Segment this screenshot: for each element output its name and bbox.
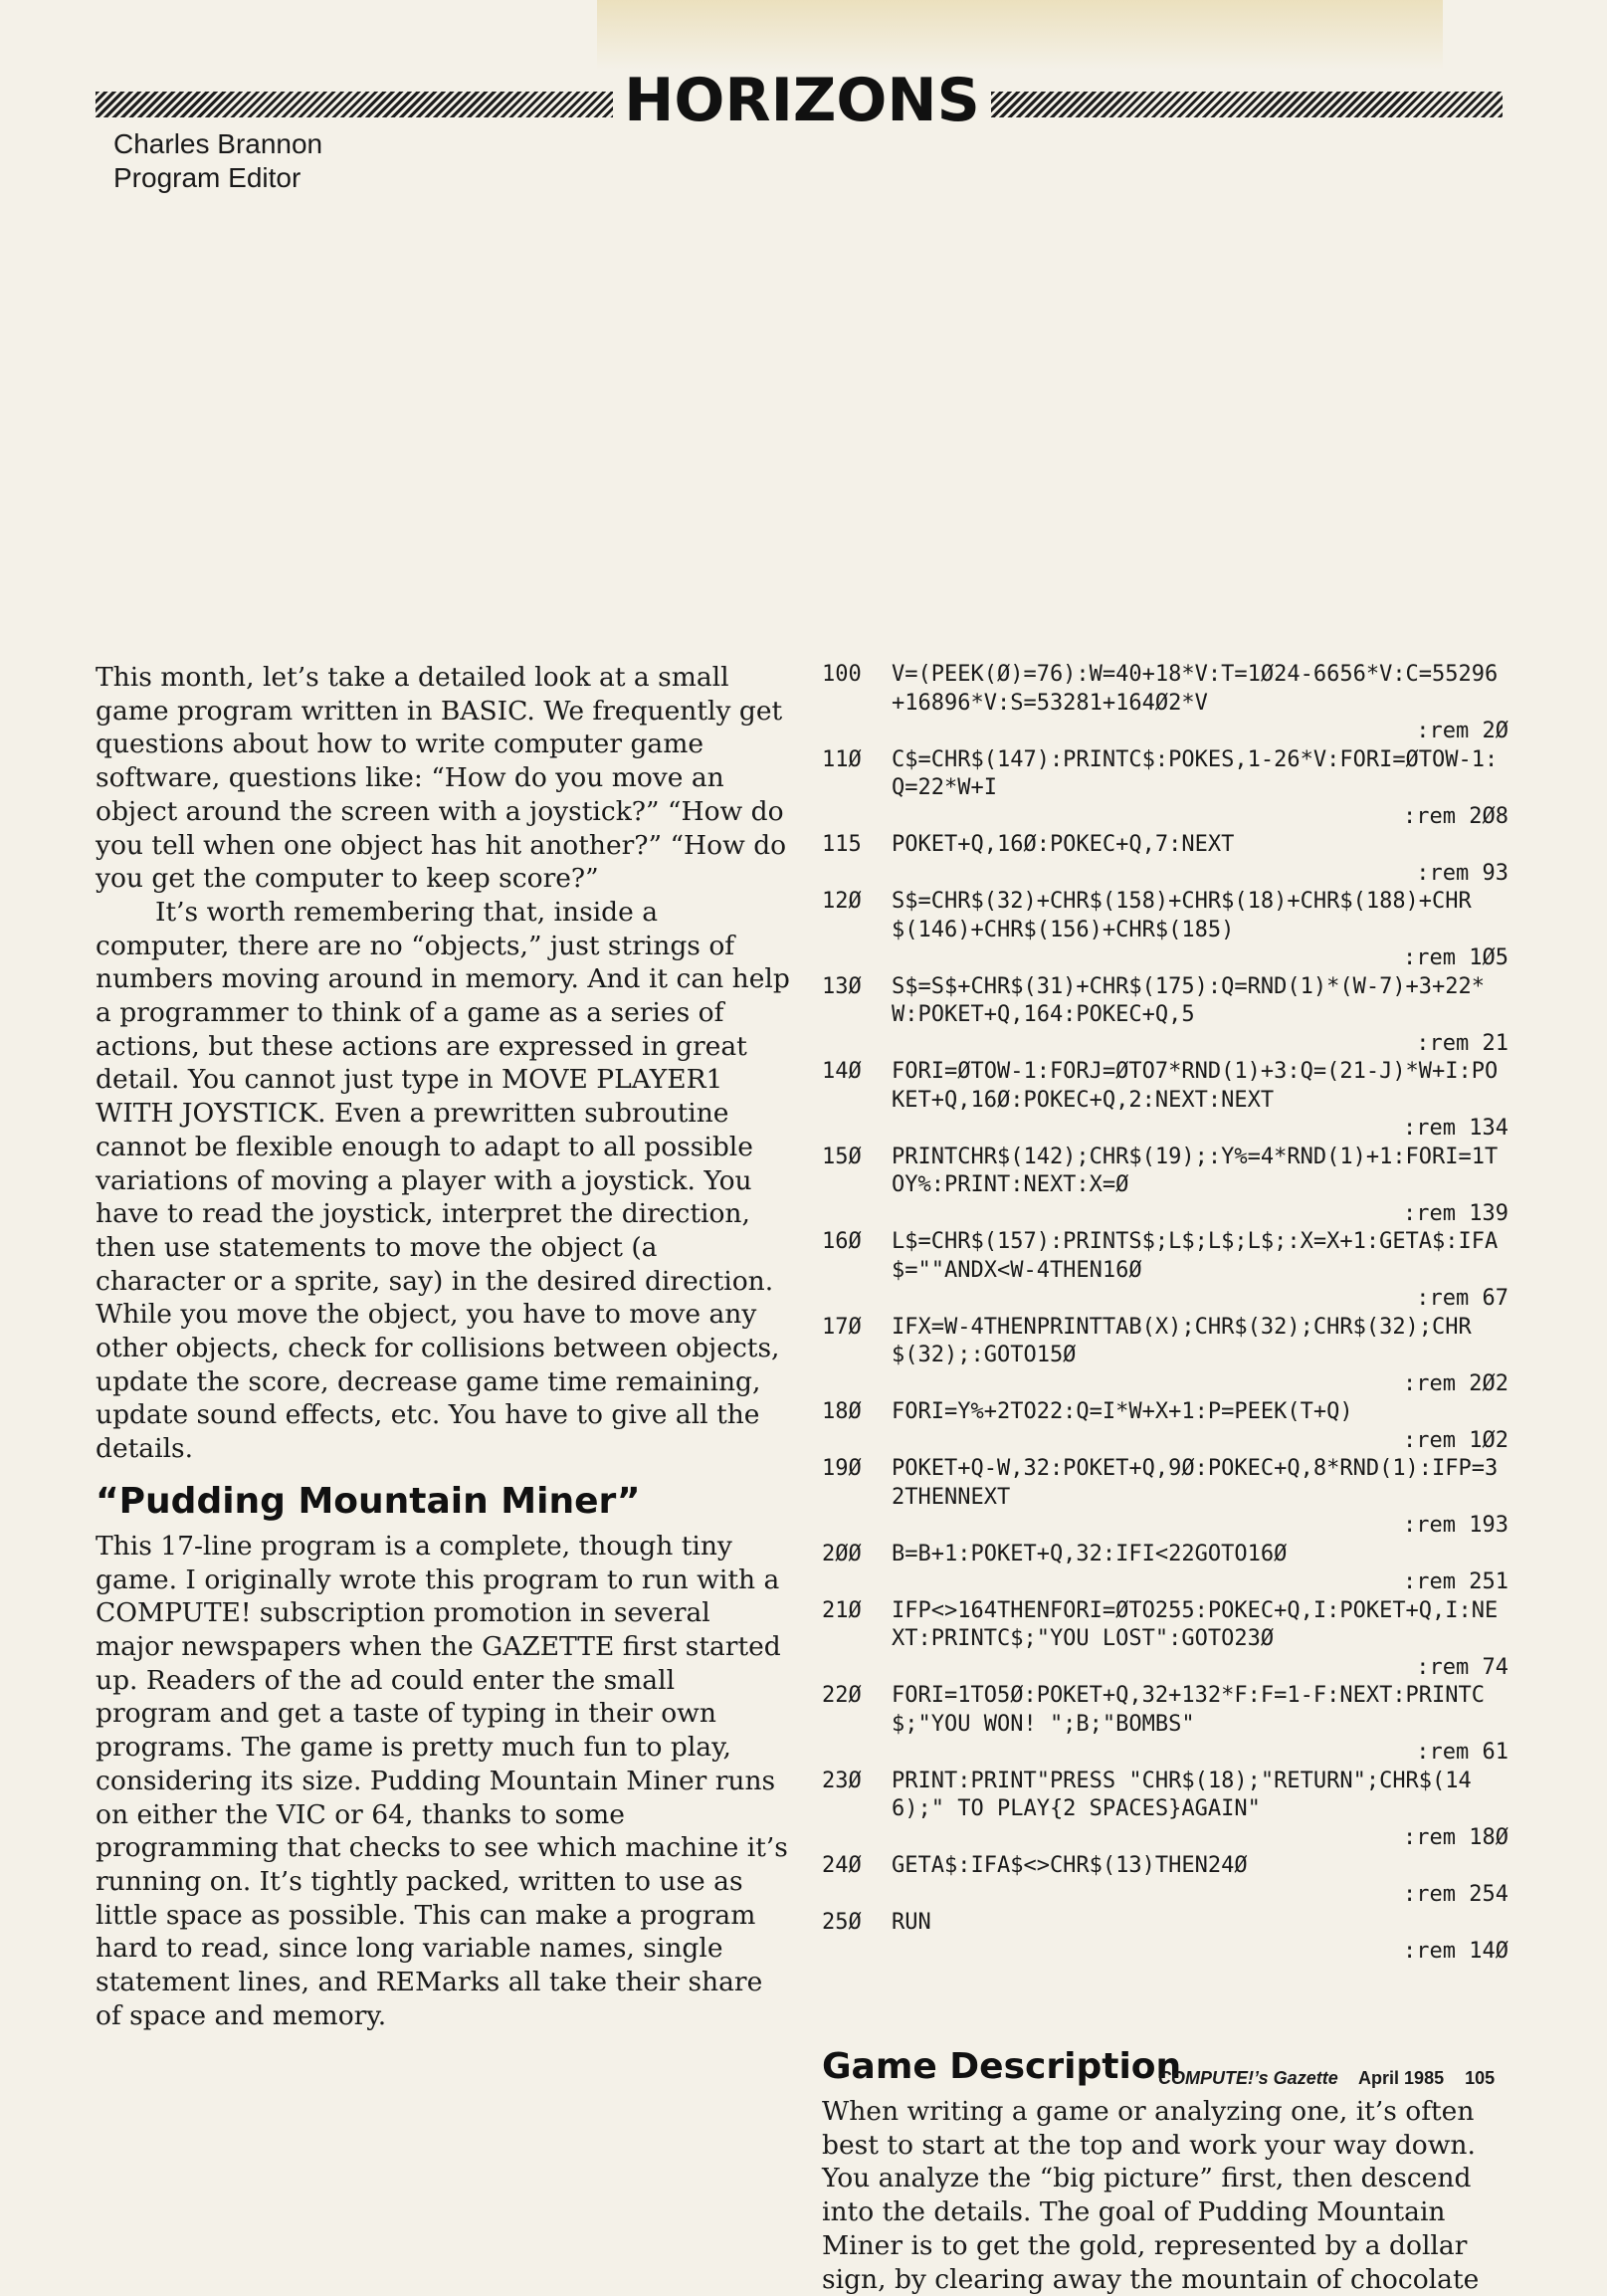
line-number: 21Ø	[822, 1597, 862, 1623]
section-heading: Game Description	[822, 2046, 1182, 2087]
code-text: C$=CHR$(147):PRINTC$:POKES,1-26*V:FORI=ØTOW-1:Q=22*W+I	[892, 746, 1499, 800]
listing-line	[822, 973, 1508, 1059]
listing-line	[822, 746, 1508, 832]
author-role: Program Editor	[113, 162, 301, 193]
listing-line	[822, 1228, 1508, 1314]
listing-line	[822, 1682, 1508, 1768]
column-title: HORIZONS	[624, 66, 980, 135]
line-number: 19Ø	[822, 1456, 862, 1481]
listing-line	[822, 831, 1508, 888]
listing-line	[822, 1597, 1508, 1683]
line-code	[892, 1682, 1508, 1768]
listing-line	[822, 1541, 1508, 1597]
listing-line	[822, 888, 1508, 973]
line-code	[892, 1228, 1508, 1314]
line-number: 22Ø	[822, 1683, 862, 1708]
checksum-rem: :rem 93	[1416, 860, 1508, 886]
page-number: 105	[1465, 2068, 1496, 2088]
line-number: 13Ø	[822, 973, 862, 999]
line-number: 2ØØ	[822, 1541, 862, 1566]
code-text: FORI=ØTOW-1:FORJ=ØTO7*RND(1)+3:Q=(21-J)*W+I:POKET+Q,16Ø:POKEC+Q,2:NEXT:NEXT	[892, 1059, 1499, 1113]
issue-date: April 1985	[1358, 2068, 1445, 2088]
line-code	[892, 1852, 1508, 1909]
code-text: V=(PEEK(Ø)=76):W=40+18*V:T=1Ø24-6656*V:C=55296+16896*V:S=53281+164Ø2*V	[892, 662, 1499, 716]
line-code	[892, 746, 1508, 832]
code-text: RUN	[892, 1910, 931, 1935]
line-code	[892, 1314, 1508, 1399]
checksum-rem: :rem 193	[1403, 1513, 1508, 1538]
listing-line	[822, 1852, 1508, 1909]
code-text: POKET+Q,16Ø:POKEC+Q,7:NEXT	[892, 832, 1235, 857]
checksum-rem: :rem 1Ø2	[1403, 1427, 1508, 1453]
line-code	[892, 1058, 1508, 1144]
line-number: 115	[822, 832, 862, 857]
page-footer	[1158, 2068, 1510, 2089]
line-number: 11Ø	[822, 746, 862, 772]
checksum-rem: :rem 2Ø2	[1403, 1370, 1508, 1396]
line-code	[892, 1909, 1508, 1966]
line-code	[892, 1455, 1508, 1541]
code-text: GETA$:IFA$<>CHR$(13)THEN24Ø	[892, 1853, 1248, 1878]
checksum-rem: :rem 139	[1403, 1200, 1508, 1226]
checksum-rem: :rem 134	[1403, 1116, 1508, 1141]
listing-line	[822, 1058, 1508, 1144]
listing-line	[822, 1909, 1508, 1966]
line-number: 16Ø	[822, 1229, 862, 1254]
checksum-rem: :rem 254	[1403, 1881, 1508, 1907]
page-shadow	[597, 0, 1443, 70]
checksum-rem: :rem 2Ø	[1416, 719, 1508, 743]
code-text: POKET+Q-W,32:POKET+Q,9Ø:POKEC+Q,8*RND(1):IFP=32THENNEXT	[892, 1456, 1499, 1510]
line-number: 100	[822, 662, 862, 687]
checksum-rem: :rem 61	[1416, 1740, 1508, 1765]
line-number: 24Ø	[822, 1853, 862, 1878]
line-code	[892, 1597, 1508, 1683]
banner-hatch-left	[96, 92, 613, 117]
code-text: IFX=W-4THENPRINTTAB(X);CHR$(32);CHR$(32);CHR$(32);:GOTO15Ø	[892, 1314, 1472, 1367]
listing-line	[822, 1314, 1508, 1399]
checksum-rem: :rem 74	[1416, 1654, 1508, 1680]
line-code	[892, 973, 1508, 1059]
line-code	[892, 1398, 1508, 1455]
author-name: Charles Brannon	[113, 128, 323, 159]
line-number: 18Ø	[822, 1399, 862, 1424]
listing-line	[822, 661, 1508, 746]
code-text: B=B+1:POKET+Q,32:IFI<22GOTO16Ø	[892, 1541, 1288, 1566]
listing-line	[822, 1144, 1508, 1229]
listing-line	[822, 1455, 1508, 1541]
code-text: IFP<>164THENFORI=ØTO255:POKEC+Q,I:POKET+Q,I:NEXT:PRINTC$;"YOU LOST":GOTO23Ø	[892, 1597, 1499, 1651]
code-text: S$=S$+CHR$(31)+CHR$(175):Q=RND(1)*(W-7)+3+22*W:POKET+Q,164:POKEC+Q,5	[892, 973, 1486, 1027]
code-text: FORI=Y%+2TO22:Q=I*W+X+1:P=PEEK(T+Q)	[892, 1399, 1353, 1424]
checksum-rem: :rem 2Ø8	[1403, 803, 1508, 829]
intro-paragraph: This month, let’s take a detailed look at a small game program written in BASIC. We frequently get questions about how to write computer game software, questions like: “How do you move an object around the screen with a joystick?” “How do you tell when one object has hit another?” “How do you get the computer to keep score?”	[96, 662, 787, 895]
checksum-rem: :rem 14Ø	[1403, 1938, 1508, 1964]
banner-hatch-right	[991, 92, 1503, 117]
left-column	[96, 661, 792, 2032]
code-text: S$=CHR$(32)+CHR$(158)+CHR$(18)+CHR$(188)+CHR$(146)+CHR$(156)+CHR$(185)	[892, 889, 1472, 942]
section-heading: “Pudding Mountain Miner”	[96, 1480, 641, 1522]
code-text: FORI=1TO5Ø:POKET+Q,32+132*F:F=1-F:NEXT:PRINTC$;"YOU WON! ";B;"BOMBS"	[892, 1683, 1486, 1737]
body-paragraph: This 17-line program is a complete, though tiny game. I originally wrote this program to run with a COMPUTE! subscription promotion in several major newspapers when the GAZETTE first started up. Readers of the ad could enter the small program and get a taste of typing in their own programs. The game is pretty much fun to play, considering its size. Pudding Mountain Miner runs on either the VIC or 64, thanks to some programming that checks to see which machine it’s running on. It’s tightly packed, written to use as little space as possible. This can make a program hard to read, since long variable names, single statement lines, and REMarks all take their share of space and memory.	[96, 1530, 788, 2031]
line-code	[892, 661, 1508, 746]
line-number: 12Ø	[822, 889, 862, 914]
byline	[113, 127, 322, 195]
line-code	[892, 1541, 1508, 1597]
line-number: 23Ø	[822, 1768, 862, 1793]
right-column	[822, 661, 1508, 2296]
program-listing	[822, 661, 1508, 1966]
line-number: 15Ø	[822, 1144, 862, 1169]
code-text: PRINT:PRINT"PRESS "CHR$(18);"RETURN";CHR$(146);" TO PLAY{2 SPACES}AGAIN"	[892, 1768, 1472, 1821]
magazine-name: COMPUTE!’s Gazette	[1158, 2068, 1338, 2088]
code-text: L$=CHR$(157):PRINTS$;L$;L$;L$;:X=X+1:GETA$:IFA$=""ANDX<W-4THEN16Ø	[892, 1229, 1499, 1283]
line-code	[892, 1768, 1508, 1853]
checksum-rem: :rem 21	[1416, 1030, 1508, 1056]
line-code	[892, 831, 1508, 888]
checksum-rem: :rem 251	[1403, 1569, 1508, 1594]
line-code	[892, 888, 1508, 973]
checksum-rem: :rem 1Ø5	[1403, 945, 1508, 970]
column-banner	[96, 66, 1503, 135]
line-number: 14Ø	[822, 1059, 862, 1084]
listing-line	[822, 1768, 1508, 1853]
body-paragraph: When writing a game or analyzing one, it’s often best to start at the top and work your way down. You analyze the “big picture” first, then descend into the details. The goal of Pudding Mountain Miner is to get the gold, represented by a dollar sign, by clearing away the mountain of chocolate	[822, 2096, 1480, 2295]
code-text: PRINTCHR$(142);CHR$(19);:Y%=4*RND(1)+1:FORI=1TOY%:PRINT:NEXT:X=Ø	[892, 1144, 1499, 1197]
line-number: 17Ø	[822, 1314, 862, 1340]
checksum-rem: :rem 18Ø	[1403, 1824, 1508, 1850]
line-number: 25Ø	[822, 1910, 862, 1935]
intro-paragraph: It’s worth remembering that, inside a computer, there are no “objects,” just strings of numbers moving around in memory. And it can help a programmer to think of a game as a series of actions, but these actions are expressed in great detail. You cannot just type in MOVE PLAYER1 WITH JOYSTICK. Even a prewritten subroutine cannot be flexible enough to adapt to all possible variations of moving a player with a joystick. You have to read the joystick, interpret the direction, then use statements to move the object (a character or a sprite, say) in the desired direction. While you move the object, you have to move any other objects, check for collisions between objects, update the score, decrease game time remaining, update sound effects, etc. You have to give all the details.	[96, 896, 790, 1465]
line-code	[892, 1144, 1508, 1229]
listing-line	[822, 1398, 1508, 1455]
checksum-rem: :rem 67	[1416, 1286, 1508, 1311]
